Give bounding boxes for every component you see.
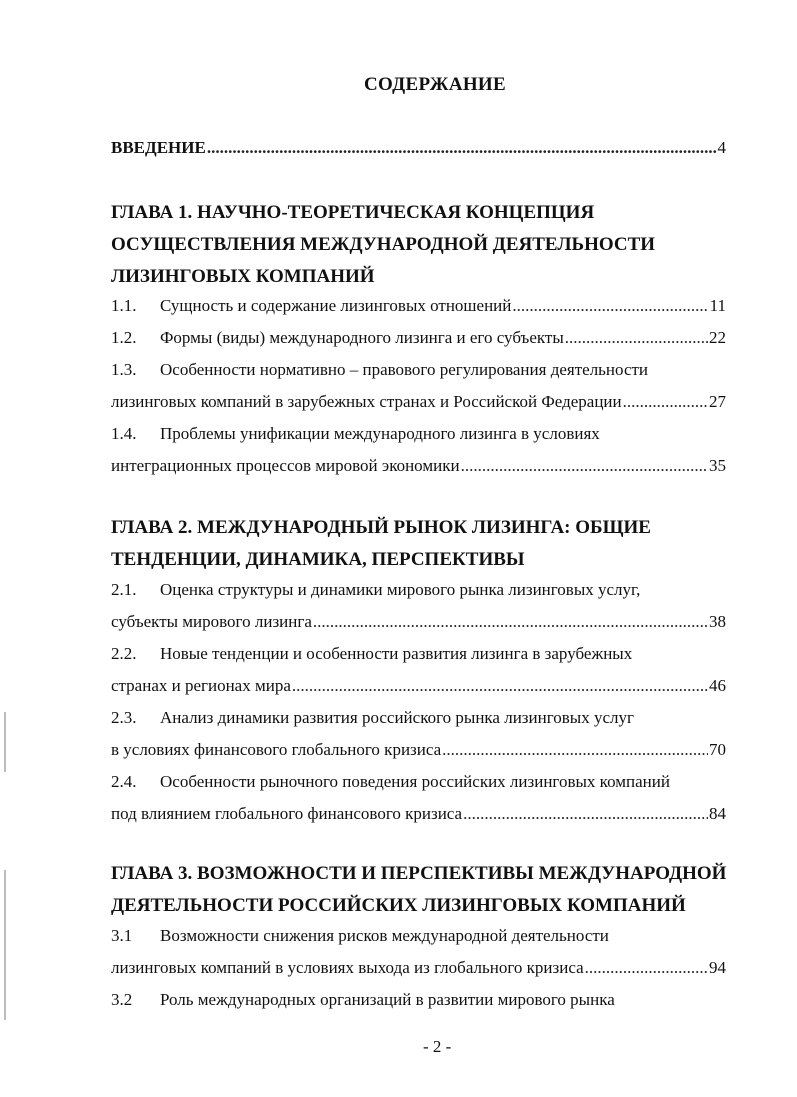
toc-entry-3-1[interactable] (111, 926, 726, 952)
toc-entry-1-1[interactable] (111, 296, 726, 322)
chapter-3-heading[interactable] (111, 858, 751, 922)
chapter-title-line: ДЕЯТЕЛЬНОСТИ РОССИЙСКИХ ЛИЗИНГОВЫХ КОМПАНИЙ (111, 895, 686, 916)
section-page: 84 (709, 804, 726, 823)
section-page: 35 (709, 456, 726, 475)
section-title: Особенности нормативно – правового регулирования деятельности (160, 360, 649, 379)
toc-entry-1-3-cont[interactable] (111, 392, 726, 418)
section-title-cont: субъекты мирового лизинга (111, 612, 312, 631)
scan-artifact (4, 870, 6, 1020)
toc-entry-page: 4 (717, 138, 726, 157)
dot-leader (585, 958, 708, 978)
section-title-cont: под влиянием глобального финансового кризиса (111, 804, 463, 823)
section-number: 1.1. (111, 296, 137, 315)
section-title-cont: лизинговых компаний в условиях выхода из глобального кризиса (111, 958, 584, 977)
section-number: 1.2. (111, 328, 137, 347)
chapter-title-line: ЛИЗИНГОВЫХ КОМПАНИЙ (111, 266, 375, 287)
dot-leader (207, 138, 717, 158)
toc-entry-intro[interactable] (111, 138, 726, 164)
dot-leader (313, 612, 708, 632)
toc-entry-1-2[interactable] (111, 328, 726, 354)
section-title: Формы (виды) международного лизинга и его субъекты (160, 328, 564, 347)
chapter-title-line: ГЛАВА 1. НАУЧНО-ТЕОРЕТИЧЕСКАЯ КОНЦЕПЦИЯ (111, 202, 595, 223)
section-number: 2.4. (111, 772, 137, 791)
toc-entry-2-4[interactable] (111, 772, 726, 798)
page-number: - 2 - (423, 1037, 452, 1056)
section-page: 11 (709, 296, 726, 315)
toc-entry-2-4-cont[interactable] (111, 804, 726, 830)
section-title-cont: лизинговых компаний в зарубежных странах и Российской Федерации (111, 392, 622, 411)
dot-leader (623, 392, 708, 412)
section-title: Роль международных организаций в развитии мирового рынка (160, 990, 615, 1009)
chapter-title-line: ГЛАВА 3. ВОЗМОЖНОСТИ И ПЕРСПЕКТИВЫ МЕЖДУНАРОДНОЙ (111, 863, 727, 884)
dot-leader (512, 296, 708, 316)
section-title: Анализ динамики развития российского рынка лизинговых услуг (160, 708, 634, 727)
toc-entry-2-3[interactable] (111, 708, 726, 734)
section-title: Проблемы унификации международного лизинга в условиях (160, 424, 600, 443)
toc-entry-2-2-cont[interactable] (111, 676, 726, 702)
section-page: 70 (709, 740, 726, 759)
section-title: Сущность и содержание лизинговых отношений (160, 296, 512, 315)
toc-entry-2-1-cont[interactable] (111, 612, 726, 638)
section-title: Оценка структуры и динамики мирового рынка лизинговых услуг, (160, 580, 641, 599)
dot-leader (463, 804, 708, 824)
dot-leader (292, 676, 708, 696)
page-title: СОДЕРЖАНИЕ (364, 74, 506, 95)
section-page: 27 (709, 392, 726, 411)
section-number: 3.2 (111, 990, 133, 1009)
section-title-cont: интеграционных процессов мировой экономики (111, 456, 460, 475)
chapter-title-line: ГЛАВА 2. МЕЖДУНАРОДНЫЙ РЫНОК ЛИЗИНГА: ОБЩИЕ (111, 517, 651, 538)
chapter-2-heading[interactable] (111, 512, 751, 576)
chapter-title-line: ТЕНДЕНЦИИ, ДИНАМИКА, ПЕРСПЕКТИВЫ (111, 549, 525, 570)
section-page: 22 (709, 328, 726, 347)
section-number: 2.3. (111, 708, 137, 727)
section-title-cont: странах и регионах мира (111, 676, 291, 695)
section-number: 2.2. (111, 644, 137, 663)
scan-artifact (4, 712, 6, 772)
toc-entry-3-1-cont[interactable] (111, 958, 726, 984)
toc-entry-1-4-cont[interactable] (111, 456, 726, 482)
dot-leader (565, 328, 708, 348)
chapter-title-line: ОСУЩЕСТВЛЕНИЯ МЕЖДУНАРОДНОЙ ДЕЯТЕЛЬНОСТИ (111, 234, 656, 255)
section-title: Особенности рыночного поведения российских лизинговых компаний (160, 772, 670, 791)
section-page: 46 (709, 676, 726, 695)
section-page: 94 (709, 958, 726, 977)
section-title: Новые тенденции и особенности развития лизинга в зарубежных (160, 644, 633, 663)
dot-leader (461, 456, 708, 476)
section-page: 38 (709, 612, 726, 631)
section-number: 3.1 (111, 926, 133, 945)
toc-entry-2-1[interactable] (111, 580, 726, 606)
toc-entry-2-3-cont[interactable] (111, 740, 726, 766)
section-title: Возможности снижения рисков международной деятельности (160, 926, 609, 945)
toc-entry-1-3[interactable] (111, 360, 726, 386)
toc-entry-1-4[interactable] (111, 424, 726, 450)
chapter-1-heading[interactable] (111, 197, 751, 293)
section-number: 1.4. (111, 424, 137, 443)
toc-entry-label: ВВЕДЕНИЕ (111, 138, 206, 157)
dot-leader (442, 740, 708, 760)
section-number: 2.1. (111, 580, 137, 599)
toc-entry-2-2[interactable] (111, 644, 726, 670)
toc-entry-3-2[interactable] (111, 990, 726, 1016)
section-title-cont: в условиях финансового глобального кризиса (111, 740, 442, 759)
section-number: 1.3. (111, 360, 137, 379)
